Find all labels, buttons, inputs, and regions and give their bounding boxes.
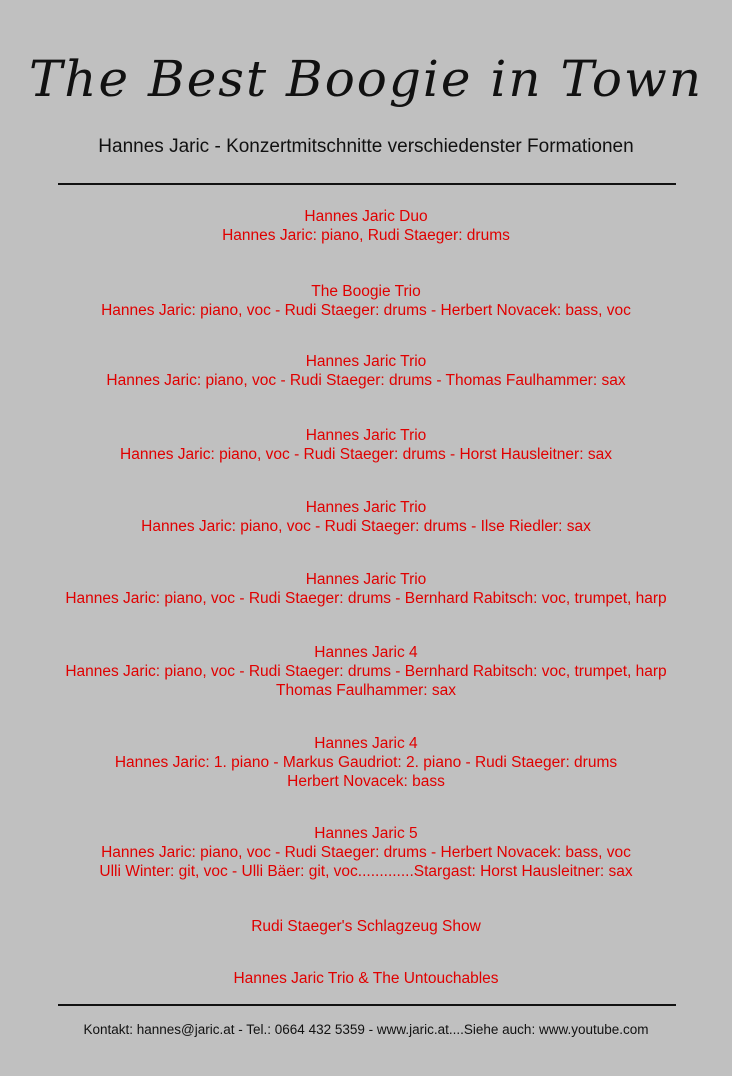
bottom-divider bbox=[58, 1004, 676, 1006]
page-subtitle: Hannes Jaric - Konzertmitschnitte verschiedenster Formationen bbox=[98, 136, 634, 157]
formation-name: Hannes Jaric Trio bbox=[305, 353, 427, 370]
formation-name: Hannes Jaric 4 bbox=[314, 644, 418, 661]
formation-lineup: Hannes Jaric: piano, voc - Rudi Staeger: drums - Horst Hausleitner: sax bbox=[120, 446, 612, 463]
formation-entry bbox=[0, 570, 732, 608]
formation-name: Hannes Jaric 5 bbox=[314, 825, 418, 842]
formation-lineup: Thomas Faulhammer: sax bbox=[275, 682, 457, 699]
formation-entry bbox=[0, 426, 732, 464]
formation-lineup: Herbert Novacek: bass bbox=[287, 773, 445, 790]
formation-entry bbox=[0, 498, 732, 536]
formation-lineup: Hannes Jaric: piano, voc - Rudi Staeger: drums - Bernhard Rabitsch: voc, trumpet, harp bbox=[65, 663, 667, 680]
formation-lineup: Hannes Jaric: piano, voc - Rudi Staeger: drums - Thomas Faulhammer: sax bbox=[106, 372, 626, 389]
formation-lineup: Hannes Jaric: piano, Rudi Staeger: drums bbox=[222, 227, 510, 244]
formation-name: Hannes Jaric 4 bbox=[314, 735, 418, 752]
formation-name: The Boogie Trio bbox=[311, 283, 421, 300]
formation-name: Hannes Jaric Trio bbox=[305, 499, 427, 516]
formation-lineup: Hannes Jaric: piano, voc - Rudi Staeger: drums - Herbert Novacek: bass, voc bbox=[101, 302, 631, 319]
formation-name: Hannes Jaric Trio bbox=[305, 427, 427, 444]
formation-name: Hannes Jaric Trio bbox=[305, 571, 427, 588]
formation-lineup: Hannes Jaric: piano, voc - Rudi Staeger: drums - Bernhard Rabitsch: voc, trumpet, harp bbox=[65, 590, 667, 607]
formation-entry bbox=[0, 352, 732, 390]
formation-name: Hannes Jaric Duo bbox=[304, 208, 428, 225]
formation-entry bbox=[0, 824, 732, 881]
page-title: The Best Boogie in Town bbox=[28, 50, 704, 108]
formation-name: Hannes Jaric Trio & The Untouchables bbox=[233, 970, 499, 987]
formation-entry bbox=[0, 917, 732, 936]
formation-lineup: Hannes Jaric: 1. piano - Markus Gaudriot: 2. piano - Rudi Staeger: drums bbox=[114, 754, 618, 771]
top-divider bbox=[58, 183, 676, 185]
formation-entry bbox=[0, 643, 732, 700]
formation-entry bbox=[0, 734, 732, 791]
formation-lineup: Hannes Jaric: piano, voc - Rudi Staeger: drums - Ilse Riedler: sax bbox=[141, 518, 591, 535]
formation-entry bbox=[0, 969, 732, 988]
formation-name: Rudi Staeger's Schlagzeug Show bbox=[251, 918, 481, 935]
contact-footer: Kontakt: hannes@jaric.at - Tel.: 0664 432 5359 - www.jaric.at....Siehe auch: www.youtube.com bbox=[83, 1022, 649, 1037]
formation-entry bbox=[0, 282, 732, 320]
formation-lineup: Hannes Jaric: piano, voc - Rudi Staeger: drums - Herbert Novacek: bass, voc bbox=[101, 844, 631, 861]
formation-entry bbox=[0, 207, 732, 245]
formation-lineup: Ulli Winter: git, voc - Ulli Bäer: git, voc.............Stargast: Horst Hausleitner: sax bbox=[99, 863, 633, 880]
